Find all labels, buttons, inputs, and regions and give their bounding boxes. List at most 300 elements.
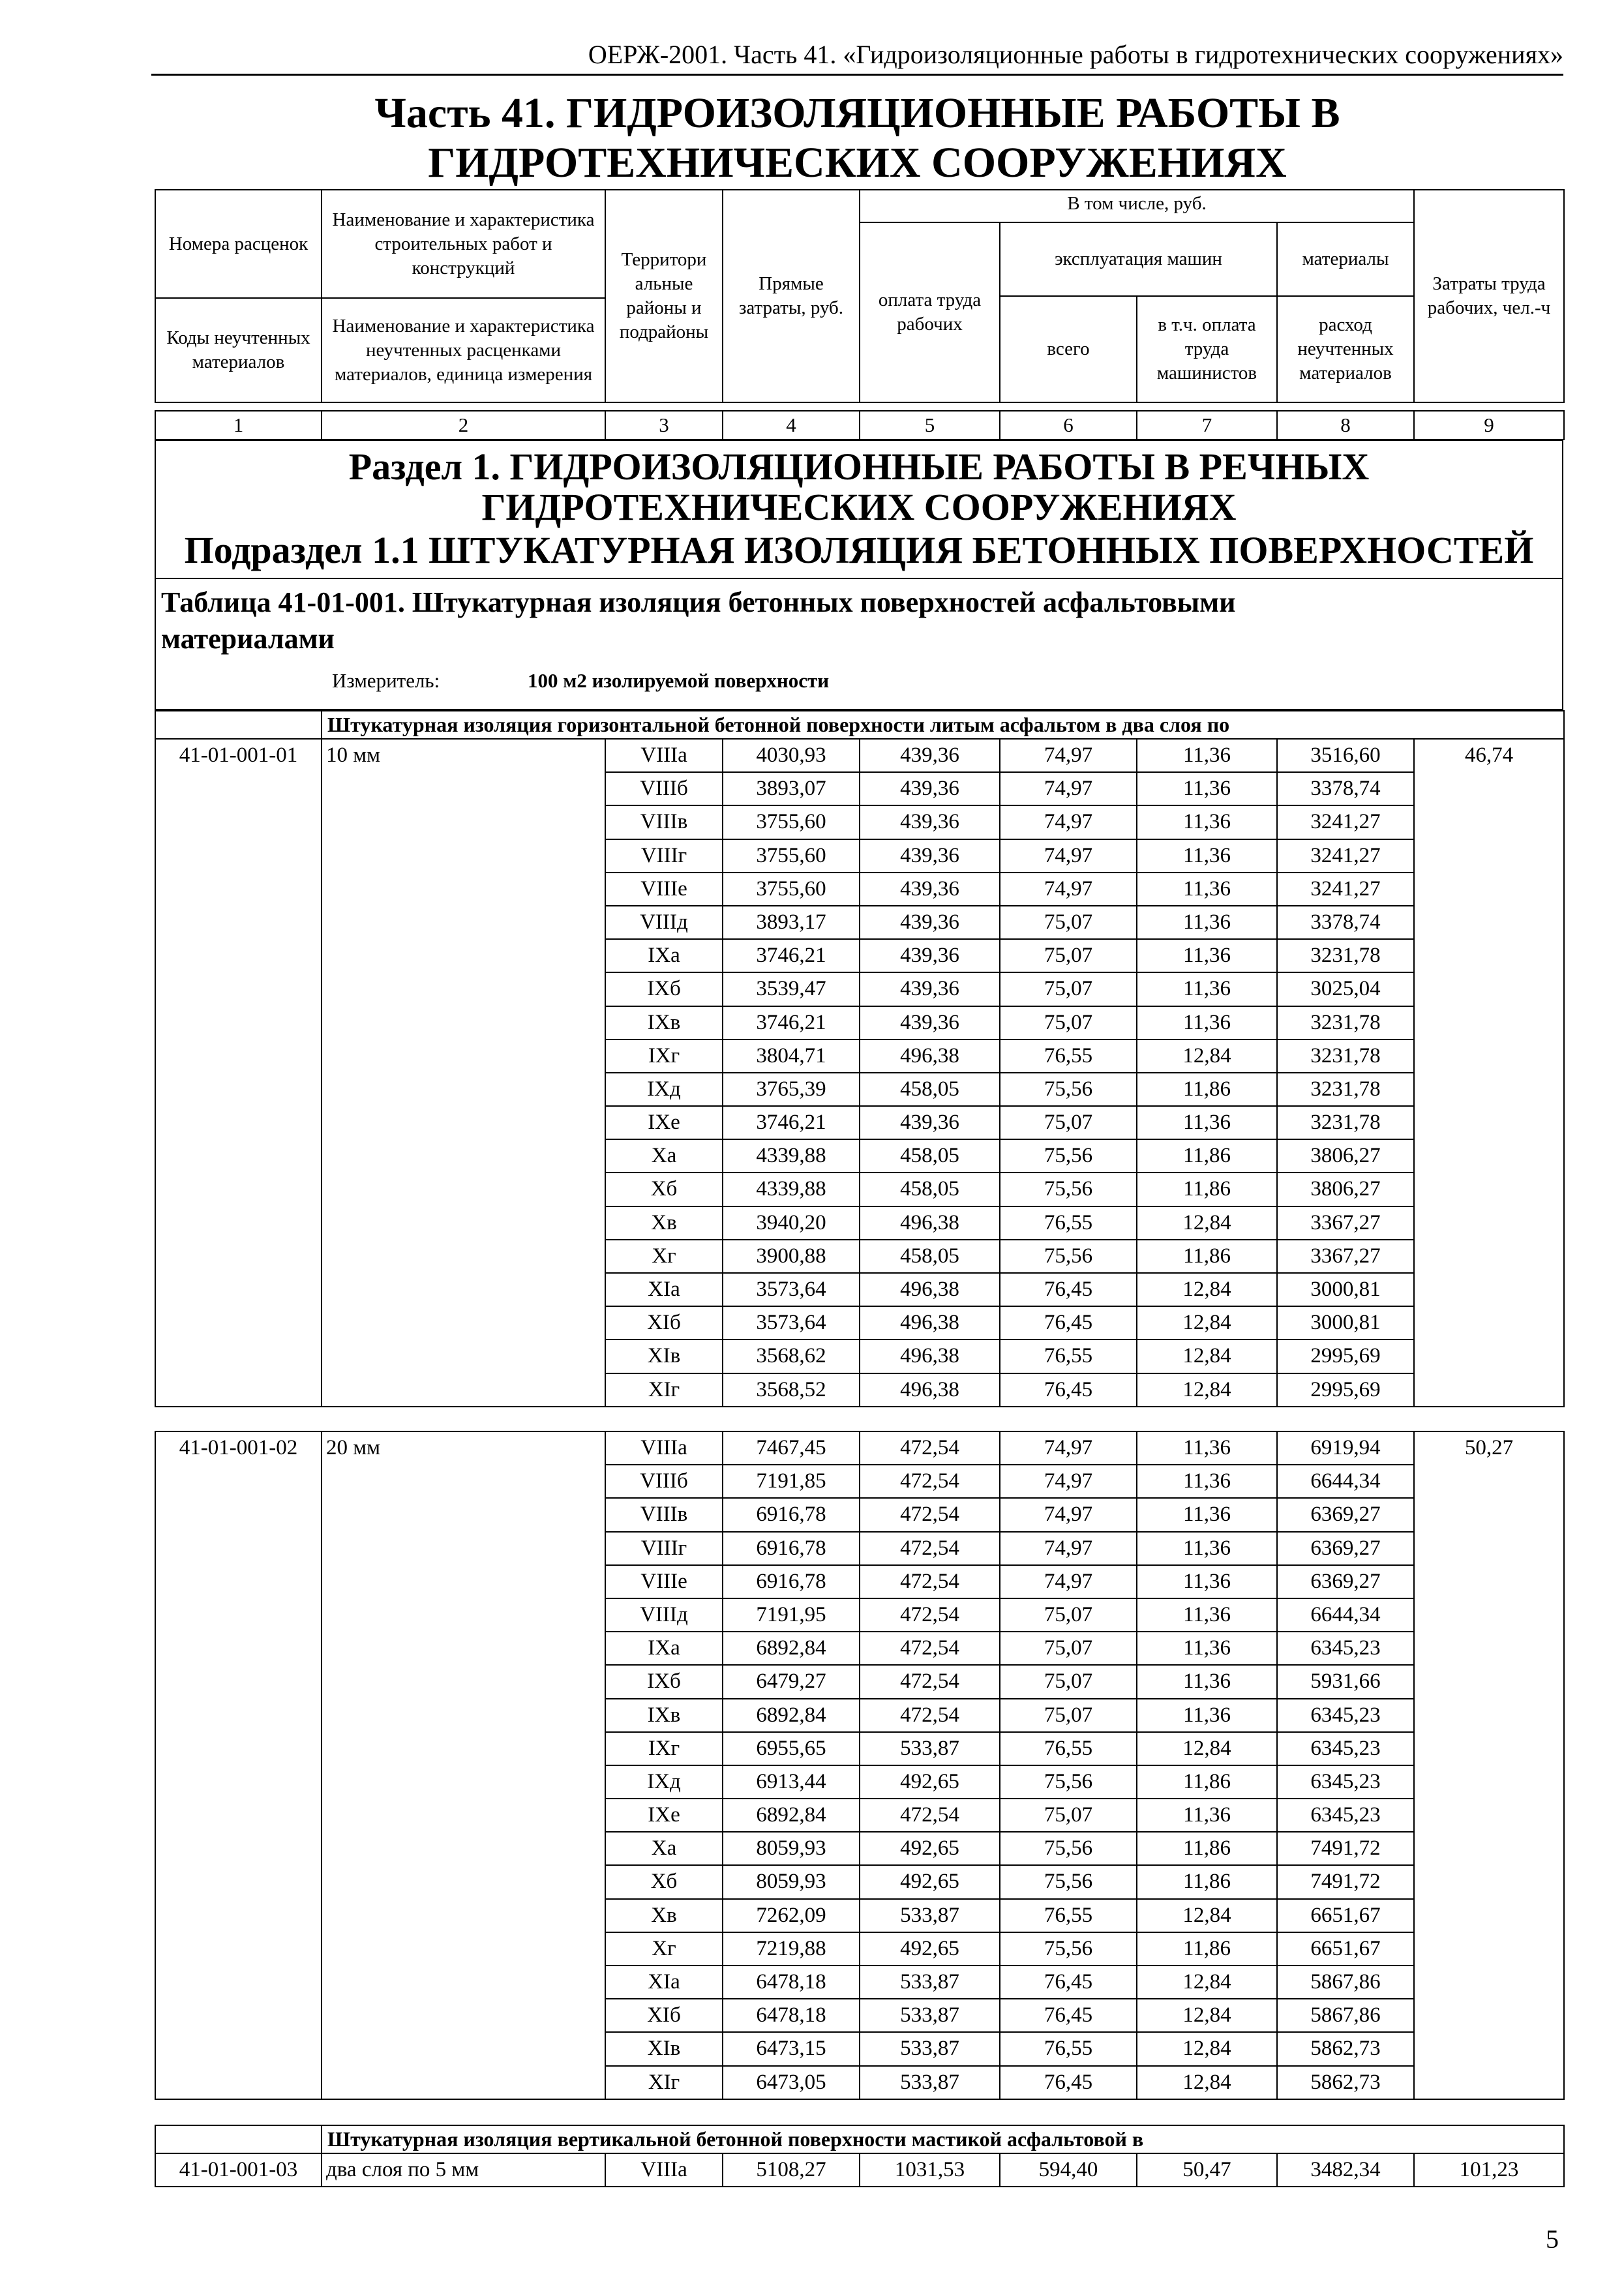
- direct-cost-cell: 6892,84: [723, 1799, 860, 1832]
- territory-cell: IXд: [605, 1073, 723, 1106]
- operators-pay-cell: 12,84: [1137, 1899, 1277, 1932]
- machines-total-cell: 75,07: [1000, 1598, 1137, 1632]
- labor-pay-cell: 439,36: [860, 1106, 1000, 1139]
- column-number: 9: [1414, 411, 1564, 440]
- operators-pay-cell: 11,86: [1137, 1073, 1277, 1106]
- direct-cost-cell: 6916,78: [723, 1532, 860, 1565]
- territory-cell: XIг: [605, 1373, 723, 1407]
- labor-pay-cell: 458,05: [860, 1139, 1000, 1173]
- labor-pay-cell: 458,05: [860, 1173, 1000, 1206]
- territory-cell: Xг: [605, 1240, 723, 1273]
- machines-total-cell: 75,56: [1000, 1073, 1137, 1106]
- labor-pay-cell: 439,36: [860, 972, 1000, 1006]
- table-row: [155, 1431, 1564, 1465]
- labor-pay-cell: 439,36: [860, 873, 1000, 906]
- operators-pay-cell: 11,36: [1137, 1699, 1277, 1732]
- rate-code: 41-01-001-03: [155, 2153, 322, 2187]
- materials-cell: 2995,69: [1277, 1373, 1414, 1407]
- materials-cell: 5867,86: [1277, 1966, 1414, 1999]
- machines-total-cell: 75,07: [1000, 972, 1137, 1006]
- territory-cell: IXв: [605, 1006, 723, 1040]
- labor-cost-cell: 50,27: [1414, 1431, 1564, 2099]
- labor-pay-cell: 472,54: [860, 1598, 1000, 1632]
- direct-cost-cell: 3568,52: [723, 1373, 860, 1407]
- territory-cell: VIIIе: [605, 873, 723, 906]
- header-including: В том числе, руб.: [860, 190, 1414, 222]
- materials-cell: 6369,27: [1277, 1565, 1414, 1598]
- column-number: 8: [1277, 411, 1414, 440]
- rate-name: 20 мм: [322, 1431, 605, 2099]
- materials-cell: 3241,27: [1277, 805, 1414, 839]
- labor-pay-cell: 496,38: [860, 1306, 1000, 1339]
- machines-total-cell: 75,07: [1000, 1799, 1137, 1832]
- direct-cost-cell: 3900,88: [723, 1240, 860, 1273]
- materials-cell: 5931,66: [1277, 1665, 1414, 1698]
- territory-cell: VIIIг: [605, 1532, 723, 1565]
- territory-cell: XIб: [605, 1306, 723, 1339]
- territory-cell: IXе: [605, 1106, 723, 1139]
- direct-cost-cell: 3573,64: [723, 1306, 860, 1339]
- operators-pay-cell: 11,86: [1137, 1765, 1277, 1799]
- column-header-table: [155, 189, 1565, 403]
- header-rate-numbers: Номера расценок: [155, 190, 322, 298]
- territory-cell: Xв: [605, 1899, 723, 1932]
- labor-pay-cell: 533,87: [860, 1999, 1000, 2032]
- machines-total-cell: 74,97: [1000, 873, 1137, 906]
- materials-cell: 3806,27: [1277, 1173, 1414, 1206]
- column-number: 3: [605, 411, 723, 440]
- direct-cost-cell: 6479,27: [723, 1665, 860, 1698]
- labor-pay-cell: 496,38: [860, 1040, 1000, 1073]
- machines-total-cell: 75,07: [1000, 1006, 1137, 1040]
- operators-pay-cell: 11,86: [1137, 1139, 1277, 1173]
- labor-pay-cell: 472,54: [860, 1632, 1000, 1665]
- direct-cost-cell: 8059,93: [723, 1832, 860, 1865]
- territory-cell: VIIIб: [605, 1465, 723, 1498]
- direct-cost-cell: 7219,88: [723, 1932, 860, 1966]
- machines-total-cell: 76,55: [1000, 2032, 1137, 2065]
- direct-cost-cell: 3804,71: [723, 1040, 860, 1073]
- machines-total-cell: 74,97: [1000, 805, 1137, 839]
- direct-cost-cell: 6892,84: [723, 1699, 860, 1732]
- rate-name: два слоя по 5 мм: [322, 2153, 605, 2187]
- group-heading-spacer: [155, 711, 322, 739]
- materials-cell: 3241,27: [1277, 839, 1414, 873]
- labor-pay-cell: 492,65: [860, 1832, 1000, 1865]
- labor-pay-cell: 472,54: [860, 1431, 1000, 1465]
- labor-pay-cell: 492,65: [860, 1932, 1000, 1966]
- labor-pay-cell: 492,65: [860, 1865, 1000, 1898]
- table-title-line-2: материалами: [161, 623, 335, 655]
- territory-cell: VIIIд: [605, 1598, 723, 1632]
- labor-pay-cell: 472,54: [860, 1799, 1000, 1832]
- machines-total-cell: 74,97: [1000, 1431, 1137, 1465]
- materials-cell: 6345,23: [1277, 1732, 1414, 1765]
- territory-cell: IXд: [605, 1765, 723, 1799]
- operators-pay-cell: 11,36: [1137, 1565, 1277, 1598]
- materials-cell: 3231,78: [1277, 1106, 1414, 1139]
- rate-code: 41-01-001-02: [155, 1431, 322, 2099]
- materials-cell: 3000,81: [1277, 1306, 1414, 1339]
- direct-cost-cell: 4339,88: [723, 1139, 860, 1173]
- direct-cost-cell: 7191,85: [723, 1465, 860, 1498]
- operators-pay-cell: 11,36: [1137, 805, 1277, 839]
- direct-cost-cell: 5108,27: [723, 2153, 860, 2187]
- header-material-codes: Коды неучтенных материалов: [155, 298, 322, 402]
- materials-cell: 3516,60: [1277, 739, 1414, 772]
- labor-pay-cell: 492,65: [860, 1765, 1000, 1799]
- materials-cell: 6919,94: [1277, 1431, 1414, 1465]
- labor-pay-cell: 533,87: [860, 2066, 1000, 2099]
- rate-name: 10 мм: [322, 739, 605, 1407]
- operators-pay-cell: 12,84: [1137, 1040, 1277, 1073]
- territory-cell: VIIIг: [605, 839, 723, 873]
- machines-total-cell: 75,56: [1000, 1240, 1137, 1273]
- labor-pay-cell: 458,05: [860, 1240, 1000, 1273]
- direct-cost-cell: 3940,20: [723, 1206, 860, 1240]
- rate-code: 41-01-001-01: [155, 739, 322, 1407]
- machines-total-cell: 75,56: [1000, 1865, 1137, 1898]
- subsection-title: Подраздел 1.1 ШТУКАТУРНАЯ ИЗОЛЯЦИЯ БЕТОННЫХ ПОВЕРХНОСТЕЙ: [184, 529, 1534, 571]
- territory-cell: VIIIа: [605, 2153, 723, 2187]
- header-labor-costs: Затраты труда рабочих, чел.-ч: [1414, 190, 1564, 402]
- direct-cost-cell: 6955,65: [723, 1732, 860, 1765]
- operators-pay-cell: 11,36: [1137, 739, 1277, 772]
- materials-cell: 3367,27: [1277, 1240, 1414, 1273]
- operators-pay-cell: 50,47: [1137, 2153, 1277, 2187]
- materials-cell: 6369,27: [1277, 1498, 1414, 1531]
- territory-cell: Xв: [605, 1206, 723, 1240]
- section-title-line-2: ГИДРОТЕХНИЧЕСКИХ СООРУЖЕНИЯХ: [481, 486, 1237, 528]
- labor-pay-cell: 496,38: [860, 1206, 1000, 1240]
- territory-cell: Xа: [605, 1139, 723, 1173]
- direct-cost-cell: 3746,21: [723, 939, 860, 972]
- direct-cost-cell: 3893,17: [723, 906, 860, 939]
- territory-cell: IXг: [605, 1040, 723, 1073]
- labor-pay-cell: 472,54: [860, 1665, 1000, 1698]
- direct-cost-cell: 7262,09: [723, 1899, 860, 1932]
- labor-pay-cell: 439,36: [860, 805, 1000, 839]
- direct-cost-cell: 6473,05: [723, 2066, 860, 2099]
- materials-cell: 6345,23: [1277, 1632, 1414, 1665]
- column-numbers-row: [155, 410, 1565, 440]
- measure-value: 100 м2 изолируемой поверхности: [528, 669, 830, 692]
- direct-cost-cell: 6892,84: [723, 1632, 860, 1665]
- labor-cost-cell: 46,74: [1414, 739, 1564, 1407]
- labor-pay-cell: 472,54: [860, 1498, 1000, 1531]
- operators-pay-cell: 12,84: [1137, 1966, 1277, 1999]
- operators-pay-cell: 12,84: [1137, 1373, 1277, 1407]
- materials-cell: 3367,27: [1277, 1206, 1414, 1240]
- header-rule: [151, 74, 1563, 76]
- materials-cell: 3378,74: [1277, 772, 1414, 805]
- labor-pay-cell: 533,87: [860, 2032, 1000, 2065]
- page-number: 5: [1546, 2224, 1559, 2254]
- machines-total-cell: 75,56: [1000, 1139, 1137, 1173]
- labor-pay-cell: 1031,53: [860, 2153, 1000, 2187]
- part-title: [151, 89, 1563, 188]
- column-number: 6: [1000, 411, 1137, 440]
- machines-total-cell: 75,07: [1000, 1106, 1137, 1139]
- operators-pay-cell: 11,36: [1137, 1498, 1277, 1531]
- materials-cell: 5862,73: [1277, 2066, 1414, 2099]
- operators-pay-cell: 12,84: [1137, 2032, 1277, 2065]
- direct-cost-cell: 6916,78: [723, 1498, 860, 1531]
- machines-total-cell: 74,97: [1000, 1498, 1137, 1531]
- labor-pay-cell: 439,36: [860, 1006, 1000, 1040]
- direct-cost-cell: 6916,78: [723, 1565, 860, 1598]
- operators-pay-cell: 11,36: [1137, 1431, 1277, 1465]
- operators-pay-cell: 12,84: [1137, 2066, 1277, 2099]
- territory-cell: IXа: [605, 1632, 723, 1665]
- direct-cost-cell: 6473,15: [723, 2032, 860, 2065]
- operators-pay-cell: 11,36: [1137, 1465, 1277, 1498]
- machines-total-cell: 75,07: [1000, 906, 1137, 939]
- materials-cell: 6345,23: [1277, 1765, 1414, 1799]
- direct-cost-cell: 3755,60: [723, 873, 860, 906]
- header-materials: материалы: [1277, 222, 1414, 296]
- header-territory: Территори альные районы и подрайоны: [605, 190, 723, 402]
- direct-cost-cell: 3568,62: [723, 1339, 860, 1373]
- machines-total-cell: 76,45: [1000, 1966, 1137, 1999]
- operators-pay-cell: 12,84: [1137, 1306, 1277, 1339]
- territory-cell: IXа: [605, 939, 723, 972]
- direct-cost-cell: 8059,93: [723, 1865, 860, 1898]
- materials-cell: 7491,72: [1277, 1832, 1414, 1865]
- rate-table: [155, 2125, 1565, 2187]
- operators-pay-cell: 11,36: [1137, 839, 1277, 873]
- operators-pay-cell: 12,84: [1137, 1206, 1277, 1240]
- territory-cell: Xб: [605, 1865, 723, 1898]
- direct-cost-cell: 7467,45: [723, 1431, 860, 1465]
- direct-cost-cell: 3755,60: [723, 839, 860, 873]
- materials-cell: 6644,34: [1277, 1465, 1414, 1498]
- operators-pay-cell: 12,84: [1137, 1273, 1277, 1306]
- machines-total-cell: 76,45: [1000, 1999, 1137, 2032]
- column-number: 7: [1137, 411, 1277, 440]
- materials-cell: 2995,69: [1277, 1339, 1414, 1373]
- labor-pay-cell: 496,38: [860, 1373, 1000, 1407]
- direct-cost-cell: 4030,93: [723, 739, 860, 772]
- materials-cell: 3000,81: [1277, 1273, 1414, 1306]
- materials-cell: 3241,27: [1277, 873, 1414, 906]
- materials-cell: 3378,74: [1277, 906, 1414, 939]
- territory-cell: XIв: [605, 1339, 723, 1373]
- territory-cell: XIб: [605, 1999, 723, 2032]
- group-heading-spacer: [155, 2125, 322, 2153]
- labor-pay-cell: 458,05: [860, 1073, 1000, 1106]
- materials-cell: 6345,23: [1277, 1799, 1414, 1832]
- labor-pay-cell: 472,54: [860, 1565, 1000, 1598]
- machines-total-cell: 75,07: [1000, 1665, 1137, 1698]
- machines-total-cell: 74,97: [1000, 839, 1137, 873]
- operators-pay-cell: 11,36: [1137, 873, 1277, 906]
- materials-cell: 3482,34: [1277, 2153, 1414, 2187]
- operators-pay-cell: 12,84: [1137, 1732, 1277, 1765]
- table-row: [155, 739, 1564, 772]
- labor-pay-cell: 439,36: [860, 906, 1000, 939]
- direct-cost-cell: 6478,18: [723, 1999, 860, 2032]
- machines-total-cell: 75,56: [1000, 1932, 1137, 1966]
- labor-pay-cell: 533,87: [860, 1732, 1000, 1765]
- materials-cell: 6345,23: [1277, 1699, 1414, 1732]
- direct-cost-cell: 3746,21: [723, 1106, 860, 1139]
- measure-label: Измеритель:: [332, 669, 440, 692]
- operators-pay-cell: 11,36: [1137, 1799, 1277, 1832]
- territory-cell: IXб: [605, 1665, 723, 1698]
- territory-cell: VIIIа: [605, 739, 723, 772]
- machines-total-cell: 76,45: [1000, 1306, 1137, 1339]
- header-machines-total: всего: [1000, 296, 1137, 402]
- table-row: [155, 2153, 1564, 2187]
- operators-pay-cell: 11,36: [1137, 1665, 1277, 1698]
- labor-pay-cell: 496,38: [860, 1339, 1000, 1373]
- column-number: 1: [155, 411, 322, 440]
- header-direct-costs: Прямые затраты, руб.: [723, 190, 860, 402]
- section-title-block: [155, 440, 1563, 710]
- materials-cell: 6369,27: [1277, 1532, 1414, 1565]
- materials-cell: 6651,67: [1277, 1932, 1414, 1966]
- machines-total-cell: 75,07: [1000, 1699, 1137, 1732]
- direct-cost-cell: 6913,44: [723, 1765, 860, 1799]
- machines-total-cell: 75,07: [1000, 1632, 1137, 1665]
- header-machines: эксплуатация машин: [1000, 222, 1277, 296]
- direct-cost-cell: 4339,88: [723, 1173, 860, 1206]
- territory-cell: XIа: [605, 1273, 723, 1306]
- territory-cell: XIг: [605, 2066, 723, 2099]
- labor-pay-cell: 472,54: [860, 1532, 1000, 1565]
- column-number: 4: [723, 411, 860, 440]
- labor-pay-cell: 533,87: [860, 1966, 1000, 1999]
- operators-pay-cell: 11,36: [1137, 1598, 1277, 1632]
- operators-pay-cell: 11,86: [1137, 1932, 1277, 1966]
- machines-total-cell: 74,97: [1000, 772, 1137, 805]
- territory-cell: VIIIа: [605, 1431, 723, 1465]
- header-work-name: Наименование и характеристика строительных работ и конструкций: [322, 190, 605, 298]
- materials-cell: 3231,78: [1277, 1006, 1414, 1040]
- labor-pay-cell: 533,87: [860, 1899, 1000, 1932]
- territory-cell: VIIIе: [605, 1565, 723, 1598]
- machines-total-cell: 74,97: [1000, 739, 1137, 772]
- operators-pay-cell: 11,36: [1137, 1532, 1277, 1565]
- materials-cell: 5867,86: [1277, 1999, 1414, 2032]
- direct-cost-cell: 7191,95: [723, 1598, 860, 1632]
- machines-total-cell: 76,55: [1000, 1732, 1137, 1765]
- labor-pay-cell: 439,36: [860, 839, 1000, 873]
- territory-cell: VIIIд: [605, 906, 723, 939]
- operators-pay-cell: 11,86: [1137, 1173, 1277, 1206]
- operators-pay-cell: 11,36: [1137, 939, 1277, 972]
- table-title-line-1: Таблица 41-01-001. Штукатурная изоляция бетонных поверхностей асфальтовыми: [161, 586, 1236, 618]
- direct-cost-cell: 3755,60: [723, 805, 860, 839]
- operators-pay-cell: 11,36: [1137, 1106, 1277, 1139]
- operators-pay-cell: 11,36: [1137, 972, 1277, 1006]
- materials-cell: 3231,78: [1277, 939, 1414, 972]
- table-title: [161, 584, 1550, 657]
- direct-cost-cell: 3893,07: [723, 772, 860, 805]
- machines-total-cell: 76,55: [1000, 1040, 1137, 1073]
- header-material-names: Наименование и характеристика неучтенных расценками материалов, единица измерения: [322, 298, 605, 402]
- operators-pay-cell: 12,84: [1137, 1999, 1277, 2032]
- labor-pay-cell: 472,54: [860, 1699, 1000, 1732]
- materials-cell: 3806,27: [1277, 1139, 1414, 1173]
- operators-pay-cell: 12,84: [1137, 1339, 1277, 1373]
- machines-total-cell: 76,45: [1000, 2066, 1137, 2099]
- machines-total-cell: 76,55: [1000, 1339, 1137, 1373]
- territory-cell: VIIIб: [605, 772, 723, 805]
- operators-pay-cell: 11,86: [1137, 1865, 1277, 1898]
- territory-cell: XIа: [605, 1966, 723, 1999]
- machines-total-cell: 75,56: [1000, 1173, 1137, 1206]
- direct-cost-cell: 3539,47: [723, 972, 860, 1006]
- materials-cell: 5862,73: [1277, 2032, 1414, 2065]
- direct-cost-cell: 3573,64: [723, 1273, 860, 1306]
- machines-total-cell: 76,45: [1000, 1373, 1137, 1407]
- header-labor-pay: оплата труда рабочих: [860, 222, 1000, 402]
- labor-pay-cell: 439,36: [860, 939, 1000, 972]
- part-title-line-1: Часть 41. ГИДРОИЗОЛЯЦИОННЫЕ РАБОТЫ В: [374, 89, 1340, 137]
- materials-cell: 3231,78: [1277, 1040, 1414, 1073]
- machines-total-cell: 75,56: [1000, 1765, 1137, 1799]
- column-number: 5: [860, 411, 1000, 440]
- territory-cell: IXг: [605, 1732, 723, 1765]
- labor-pay-cell: 439,36: [860, 739, 1000, 772]
- materials-cell: 6644,34: [1277, 1598, 1414, 1632]
- machines-total-cell: 75,56: [1000, 1832, 1137, 1865]
- operators-pay-cell: 11,36: [1137, 1632, 1277, 1665]
- territory-cell: Xа: [605, 1832, 723, 1865]
- operators-pay-cell: 11,36: [1137, 906, 1277, 939]
- header-machines-operators: в т.ч. оплата труда машинистов: [1137, 296, 1277, 402]
- machines-total-cell: 76,55: [1000, 1899, 1137, 1932]
- rate-table: [155, 710, 1565, 1407]
- operators-pay-cell: 11,36: [1137, 772, 1277, 805]
- operators-pay-cell: 11,86: [1137, 1832, 1277, 1865]
- operators-pay-cell: 11,36: [1137, 1006, 1277, 1040]
- section-divider: [156, 578, 1562, 579]
- territory-cell: Xб: [605, 1173, 723, 1206]
- running-head: ОЕРЖ-2001. Часть 41. «Гидроизоляционные работы в гидротехнических сооружениях»: [588, 40, 1563, 69]
- machines-total-cell: 74,97: [1000, 1565, 1137, 1598]
- labor-pay-cell: 472,54: [860, 1465, 1000, 1498]
- machines-total-cell: 74,97: [1000, 1465, 1137, 1498]
- header-unaccounted-materials: расход неучтенных материалов: [1277, 296, 1414, 402]
- labor-pay-cell: 496,38: [860, 1273, 1000, 1306]
- machines-total-cell: 76,45: [1000, 1273, 1137, 1306]
- territory-cell: IXе: [605, 1799, 723, 1832]
- territory-cell: XIв: [605, 2032, 723, 2065]
- territory-cell: IXв: [605, 1699, 723, 1732]
- direct-cost-cell: 3746,21: [723, 1006, 860, 1040]
- territory-cell: VIIIв: [605, 805, 723, 839]
- group-heading: Штукатурная изоляция горизонтальной бетонной поверхности литым асфальтом в два слоя по: [322, 711, 1564, 739]
- materials-cell: 3231,78: [1277, 1073, 1414, 1106]
- labor-pay-cell: 439,36: [860, 772, 1000, 805]
- machines-total-cell: 74,97: [1000, 1532, 1137, 1565]
- section-title-line-1: Раздел 1. ГИДРОИЗОЛЯЦИОННЫЕ РАБОТЫ В РЕЧНЫХ: [348, 445, 1370, 488]
- direct-cost-cell: 6478,18: [723, 1966, 860, 1999]
- machines-total-cell: 75,07: [1000, 939, 1137, 972]
- materials-cell: 7491,72: [1277, 1865, 1414, 1898]
- column-number: 2: [322, 411, 605, 440]
- labor-cost-cell: 101,23: [1414, 2153, 1564, 2187]
- materials-cell: 6651,67: [1277, 1899, 1414, 1932]
- territory-cell: VIIIв: [605, 1498, 723, 1531]
- machines-total-cell: 594,40: [1000, 2153, 1137, 2187]
- group-heading: Штукатурная изоляция вертикальной бетонной поверхности мастикой асфальтовой в: [322, 2125, 1564, 2153]
- operators-pay-cell: 11,86: [1137, 1240, 1277, 1273]
- machines-total-cell: 76,55: [1000, 1206, 1137, 1240]
